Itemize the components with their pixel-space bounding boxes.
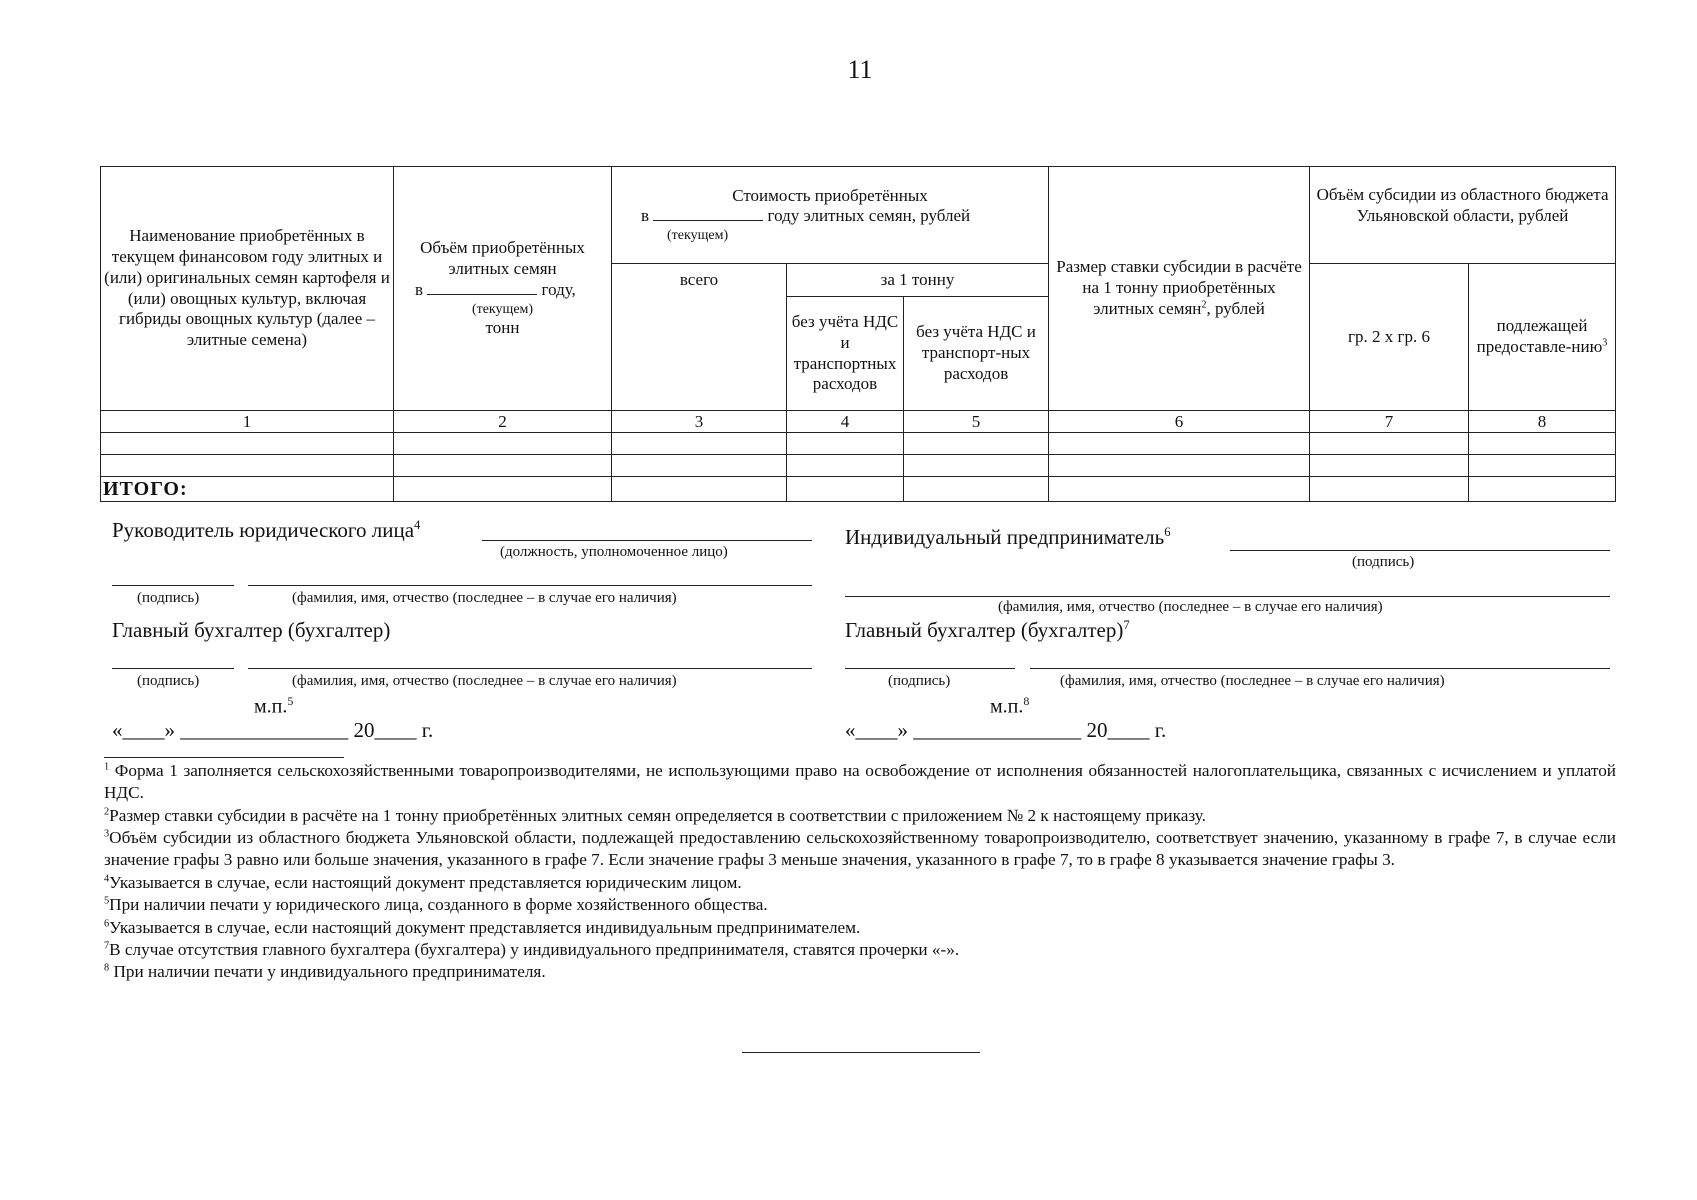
signature-caption: (подпись) — [888, 673, 951, 689]
header-rate: Размер ставки субсидии в расчёте на 1 тонну приобретённых элитных семян$^2$, рублей — [1049, 167, 1310, 411]
header-volume: Объём приобретённых элитных семян в году, (текущем) тонн — [394, 167, 612, 411]
header-col4: без учёта НДС и транспорт-ных расходов — [904, 297, 1049, 411]
header-total: всего — [612, 264, 787, 411]
fio-caption: (фамилия, имя, отчество (последнее – в случае его наличия) — [1060, 673, 1445, 689]
table-row — [101, 455, 1616, 477]
fio-line — [845, 596, 1610, 597]
column-number: 1 — [101, 411, 394, 433]
itogo-label: ИТОГО: — [101, 477, 394, 502]
signature-line — [845, 668, 1015, 669]
fio-line — [1030, 668, 1610, 669]
footnote: $^2$Размер ставки субсидии в расчёте на 1 тонну приобретённых элитных семян определяется в соответствии с приложением № 2 к настоящему приказу. — [104, 805, 1206, 825]
footnotes — [104, 760, 1616, 984]
stamp-place: м.п.$^8$ — [990, 694, 1030, 718]
footnote: $^5$При наличии печати у юридического лица, созданного в форме хозяйственного общества. — [104, 895, 768, 915]
end-separator — [742, 1052, 980, 1053]
column-number: 8 — [1469, 411, 1616, 433]
date-field: «____» ________________ 20____ г. — [845, 718, 1167, 742]
fio-caption: (фамилия, имя, отчество (последнее – в случае его наличия) — [292, 590, 677, 606]
footnote: $^3$Объём субсидии из областного бюджета Ульяновской области, подлежащей предоставлению сельскохозяйственному товаропроизводителю, соответствует значению, указанному в графе 7, в случае если значение графы 3 равно или больше значения, указанного в графе 7. Если значение графы 3 меньше значения, указанного в графе 7, то в графе 8 указывается значение графы 3. — [104, 828, 1616, 870]
stamp-place: м.п.$^5$ — [254, 694, 294, 718]
fio-caption: (фамилия, имя, отчество (последнее – в случае его наличия) — [998, 599, 1383, 615]
footnote: $^7$В случае отсутствия главного бухгалтера (бухгалтера) у индивидуального предпринимателя, ставятся прочерки «-». — [104, 939, 960, 959]
footnote: $^6$Указывается в случае, если настоящий документ представляется индивидуальным предпринимателем. — [104, 917, 861, 937]
signature-caption: (подпись) — [137, 673, 200, 689]
table-row — [101, 433, 1616, 455]
column-number: 3 — [612, 411, 787, 433]
fio-line — [248, 585, 812, 586]
footnote-separator — [104, 757, 344, 758]
column-number: 4 — [787, 411, 904, 433]
column-number: 7 — [1310, 411, 1469, 433]
header-subsidy: Объём субсидии из областного бюджета Ульяновской области, рублей — [1310, 167, 1616, 264]
chief-accountant-label: Главный бухгалтер (бухгалтер) — [112, 618, 391, 642]
itogo-row — [101, 477, 1616, 502]
signature-line — [112, 585, 234, 586]
fio-caption: (фамилия, имя, отчество (последнее – в случае его наличия) — [292, 673, 677, 689]
footnote: $^4$Указывается в случае, если настоящий документ представляется юридическим лицом. — [104, 872, 742, 892]
header-col3: без учёта НДС и транспортных расходов — [787, 297, 904, 411]
date-field: «____» ________________ 20____ г. — [112, 718, 434, 742]
footnote: $^8$ При наличии печати у индивидуального предпринимателя. — [104, 962, 546, 982]
head-of-entity-label: Руководитель юридического лица$^4$ — [112, 518, 421, 542]
column-number: 5 — [904, 411, 1049, 433]
column-number: 6 — [1049, 411, 1310, 433]
signature-caption: (подпись) — [137, 590, 200, 606]
chief-accountant-label: Главный бухгалтер (бухгалтер)$^7$ — [845, 618, 1130, 642]
header-col7: гр. 2 х гр. 6 — [1310, 264, 1469, 411]
signature-line — [112, 668, 234, 669]
column-numbers-row — [101, 411, 1616, 433]
position-line — [482, 540, 812, 541]
signature-line — [1230, 550, 1610, 551]
position-caption: (должность, уполномоченное лицо) — [500, 544, 728, 560]
header-col8: подлежащей предоставле-нию$^3$ — [1469, 264, 1616, 411]
column-number: 2 — [394, 411, 612, 433]
header-per-ton: за 1 тонну — [787, 264, 1049, 297]
subsidy-form-table — [100, 166, 1616, 502]
signature-caption: (подпись) — [1352, 554, 1415, 570]
header-cost: Стоимость приобретённых в году элитных семян, рублей (текущем) — [612, 167, 1049, 264]
entrepreneur-label: Индивидуальный предприниматель$^6$ — [845, 525, 1171, 549]
page-number: 11 — [847, 55, 873, 84]
footnote: $^1$ Форма 1 заполняется сельскохозяйственными товаропроизводителями, не использующими право на освобождение от исполнения обязанностей налогоплательщика, связанных с исчислением и уплатой НДС. — [104, 761, 1616, 803]
fio-line — [248, 668, 812, 669]
header-seed-name: Наименование приобретённых в текущем финансовом году элитных и (или) оригинальных семян картофеля и (или) овощных культур, включая гибриды овощных культур (далее – элитные семена) — [101, 167, 394, 411]
